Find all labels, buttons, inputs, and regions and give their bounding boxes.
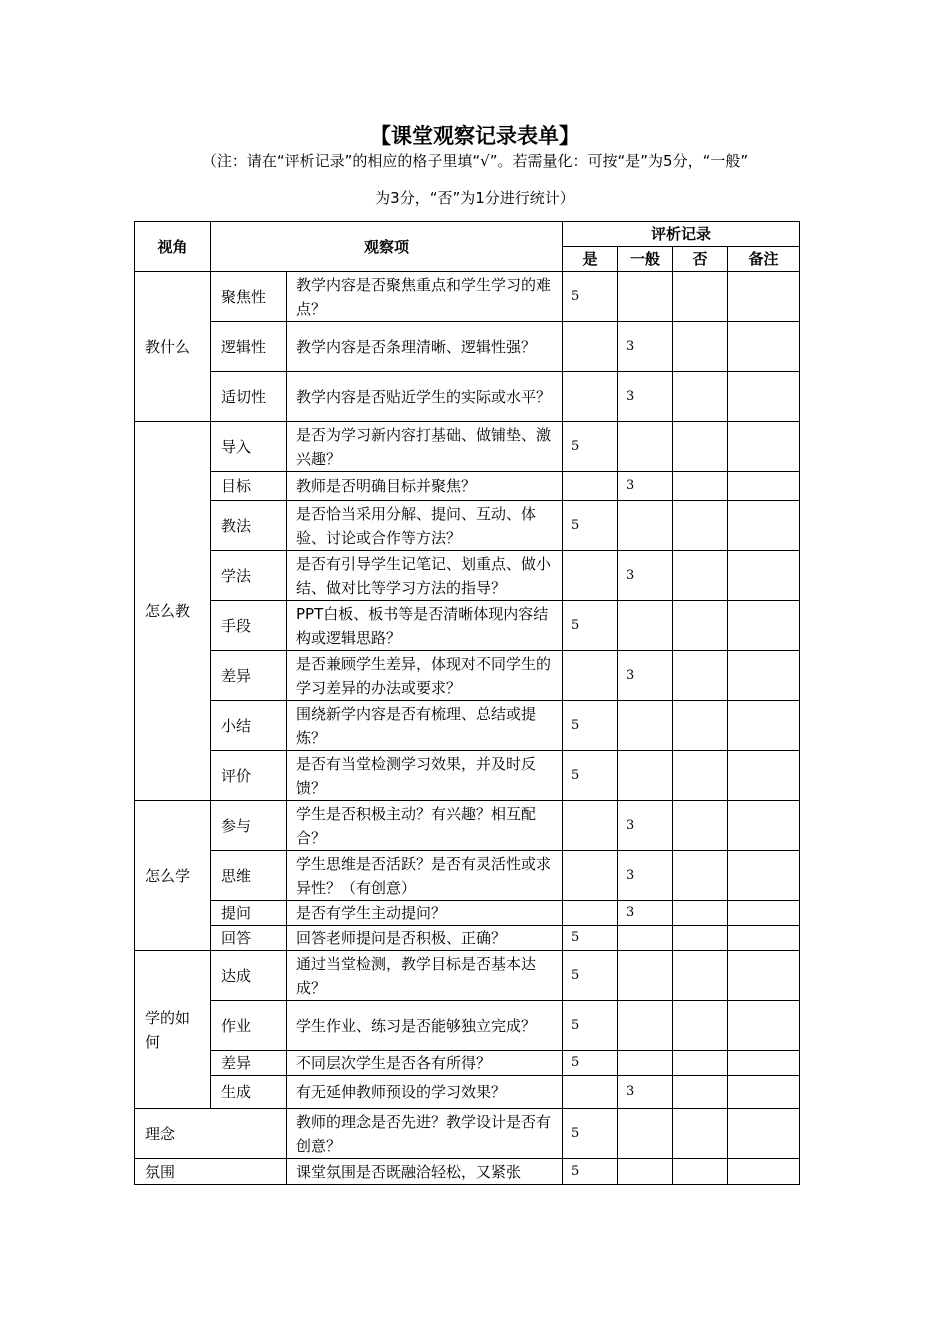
score-normal-cell bbox=[618, 926, 673, 951]
score-normal-cell bbox=[618, 272, 673, 322]
observation-item-cell: 是否有引导学生记笔记、划重点、做小结、做对比等学习方法的指导？ bbox=[287, 551, 563, 601]
score-yes-cell bbox=[563, 372, 618, 422]
score-yes-cell: 5 bbox=[563, 601, 618, 651]
score-normal-cell bbox=[618, 1159, 673, 1185]
score-yes-cell bbox=[563, 801, 618, 851]
observation-item-cell: 教师的理念是否先进？教学设计是否有创意？ bbox=[287, 1109, 563, 1159]
view-group-cell: 怎么教 bbox=[135, 422, 211, 801]
table-row bbox=[135, 651, 800, 701]
table-row bbox=[135, 1076, 800, 1109]
score-normal-cell bbox=[618, 601, 673, 651]
score-yes-cell bbox=[563, 851, 618, 901]
remark-cell bbox=[728, 951, 800, 1001]
table-row bbox=[135, 551, 800, 601]
observation-item-cell: 学生作业、练习是否能够独立完成？ bbox=[287, 1001, 563, 1051]
score-no-cell bbox=[673, 701, 728, 751]
score-no-cell bbox=[673, 472, 728, 501]
sub-aspect-cell: 差异 bbox=[211, 651, 287, 701]
sub-aspect-cell: 达成 bbox=[211, 951, 287, 1001]
sub-aspect-cell: 参与 bbox=[211, 801, 287, 851]
sub-aspect-cell: 思维 bbox=[211, 851, 287, 901]
table-row bbox=[135, 901, 800, 926]
observation-item-cell: 教学内容是否条理清晰、逻辑性强？ bbox=[287, 322, 563, 372]
header-normal: 一般 bbox=[618, 247, 673, 272]
observation-item-cell: 教师是否明确目标并聚焦？ bbox=[287, 472, 563, 501]
remark-cell bbox=[728, 801, 800, 851]
score-no-cell bbox=[673, 901, 728, 926]
sub-aspect-cell: 聚焦性 bbox=[211, 272, 287, 322]
remark-cell bbox=[728, 901, 800, 926]
table-row bbox=[135, 701, 800, 751]
remark-cell bbox=[728, 651, 800, 701]
observation-item-cell: 课堂氛围是否既融洽轻松，又紧张 bbox=[287, 1159, 563, 1185]
score-normal-cell: 3 bbox=[618, 372, 673, 422]
score-normal-cell: 3 bbox=[618, 651, 673, 701]
remark-cell bbox=[728, 272, 800, 322]
score-yes-cell: 5 bbox=[563, 501, 618, 551]
header-observation-item: 观察项 bbox=[211, 222, 563, 272]
sub-aspect-cell: 手段 bbox=[211, 601, 287, 651]
score-yes-cell: 5 bbox=[563, 1001, 618, 1051]
observation-item-cell: 通过当堂检测，教学目标是否基本达成？ bbox=[287, 951, 563, 1001]
remark-cell bbox=[728, 851, 800, 901]
score-no-cell bbox=[673, 551, 728, 601]
remark-cell bbox=[728, 926, 800, 951]
score-no-cell bbox=[673, 801, 728, 851]
score-yes-cell bbox=[563, 322, 618, 372]
score-yes-cell: 5 bbox=[563, 926, 618, 951]
page-title: 【课堂观察记录表单】 bbox=[370, 124, 580, 148]
observation-item-cell: 是否兼顾学生差异，体现对不同学生的学习差异的办法或要求？ bbox=[287, 651, 563, 701]
table-row bbox=[135, 951, 800, 1001]
remark-cell bbox=[728, 1109, 800, 1159]
remark-cell bbox=[728, 1076, 800, 1109]
table-row bbox=[135, 272, 800, 322]
table-row bbox=[135, 1159, 800, 1185]
score-normal-cell bbox=[618, 501, 673, 551]
score-yes-cell: 5 bbox=[563, 751, 618, 801]
remark-cell bbox=[728, 372, 800, 422]
score-normal-cell: 3 bbox=[618, 472, 673, 501]
header-evaluation-record: 评析记录 bbox=[563, 222, 800, 247]
score-normal-cell bbox=[618, 1001, 673, 1051]
score-yes-cell: 5 bbox=[563, 1109, 618, 1159]
observation-item-cell: 是否有学生主动提问？ bbox=[287, 901, 563, 926]
sub-aspect-cell: 生成 bbox=[211, 1076, 287, 1109]
table-row bbox=[135, 1001, 800, 1051]
score-normal-cell: 3 bbox=[618, 551, 673, 601]
observation-item-cell: PPT白板、板书等是否清晰体现内容结构或逻辑思路？ bbox=[287, 601, 563, 651]
score-normal-cell: 3 bbox=[618, 1076, 673, 1109]
score-normal-cell bbox=[618, 1109, 673, 1159]
score-yes-cell bbox=[563, 1076, 618, 1109]
score-no-cell bbox=[673, 1159, 728, 1185]
table-row bbox=[135, 422, 800, 472]
table-row bbox=[135, 926, 800, 951]
observation-item-cell: 教学内容是否贴近学生的实际或水平？ bbox=[287, 372, 563, 422]
table-row bbox=[135, 1051, 800, 1076]
remark-cell bbox=[728, 1001, 800, 1051]
table-row bbox=[135, 801, 800, 851]
remark-cell bbox=[728, 472, 800, 501]
table-row bbox=[135, 1109, 800, 1159]
observation-table bbox=[134, 221, 800, 1185]
table-row bbox=[135, 751, 800, 801]
remark-cell bbox=[728, 551, 800, 601]
score-normal-cell: 3 bbox=[618, 901, 673, 926]
header-view: 视角 bbox=[135, 222, 211, 272]
instruction-note-line-2: 为3分，“否”为1分进行统计） bbox=[375, 189, 575, 207]
score-no-cell bbox=[673, 272, 728, 322]
score-normal-cell bbox=[618, 701, 673, 751]
observation-item-cell: 是否为学习新内容打基础、做铺垫、激兴趣？ bbox=[287, 422, 563, 472]
remark-cell bbox=[728, 601, 800, 651]
score-no-cell bbox=[673, 601, 728, 651]
remark-cell bbox=[728, 501, 800, 551]
observation-item-cell: 有无延伸教师预设的学习效果？ bbox=[287, 1076, 563, 1109]
table-row bbox=[135, 322, 800, 372]
sub-aspect-cell: 小结 bbox=[211, 701, 287, 751]
observation-item-cell: 回答老师提问是否积极、正确？ bbox=[287, 926, 563, 951]
score-no-cell bbox=[673, 951, 728, 1001]
score-no-cell bbox=[673, 1109, 728, 1159]
score-yes-cell bbox=[563, 472, 618, 501]
observation-item-cell: 学生思维是否活跃？是否有灵活性或求异性？（有创意） bbox=[287, 851, 563, 901]
score-yes-cell: 5 bbox=[563, 422, 618, 472]
score-normal-cell bbox=[618, 751, 673, 801]
view-group-cell: 学的如何 bbox=[135, 951, 211, 1109]
score-normal-cell bbox=[618, 422, 673, 472]
score-yes-cell bbox=[563, 901, 618, 926]
score-normal-cell bbox=[618, 1051, 673, 1076]
score-no-cell bbox=[673, 1076, 728, 1109]
sub-aspect-cell: 适切性 bbox=[211, 372, 287, 422]
observation-item-cell: 教学内容是否聚焦重点和学生学习的难点？ bbox=[287, 272, 563, 322]
view-group-cell: 怎么学 bbox=[135, 801, 211, 951]
score-normal-cell bbox=[618, 951, 673, 1001]
sub-aspect-cell: 学法 bbox=[211, 551, 287, 601]
table-row bbox=[135, 372, 800, 422]
score-normal-cell: 3 bbox=[618, 801, 673, 851]
header-remark: 备注 bbox=[728, 247, 800, 272]
remark-cell bbox=[728, 1051, 800, 1076]
score-yes-cell: 5 bbox=[563, 701, 618, 751]
score-no-cell bbox=[673, 926, 728, 951]
observation-item-cell: 学生是否积极主动？有兴趣？相互配合？ bbox=[287, 801, 563, 851]
score-yes-cell: 5 bbox=[563, 1051, 618, 1076]
header-no: 否 bbox=[673, 247, 728, 272]
sub-aspect-cell: 作业 bbox=[211, 1001, 287, 1051]
sub-aspect-cell: 导入 bbox=[211, 422, 287, 472]
observation-item-cell: 不同层次学生是否各有所得？ bbox=[287, 1051, 563, 1076]
table-row bbox=[135, 501, 800, 551]
remark-cell bbox=[728, 751, 800, 801]
remark-cell bbox=[728, 701, 800, 751]
score-no-cell bbox=[673, 1051, 728, 1076]
score-yes-cell bbox=[563, 551, 618, 601]
score-normal-cell: 3 bbox=[618, 322, 673, 372]
view-group-cell: 教什么 bbox=[135, 272, 211, 422]
score-no-cell bbox=[673, 651, 728, 701]
remark-cell bbox=[728, 422, 800, 472]
score-no-cell bbox=[673, 372, 728, 422]
score-no-cell bbox=[673, 751, 728, 801]
sub-aspect-cell: 差异 bbox=[211, 1051, 287, 1076]
table-body bbox=[135, 272, 800, 1185]
observation-item-cell: 围绕新学内容是否有梳理、总结或提炼？ bbox=[287, 701, 563, 751]
score-no-cell bbox=[673, 322, 728, 372]
sub-aspect-cell: 提问 bbox=[211, 901, 287, 926]
table-row bbox=[135, 851, 800, 901]
table-row bbox=[135, 601, 800, 651]
score-no-cell bbox=[673, 422, 728, 472]
sub-aspect-cell: 回答 bbox=[211, 926, 287, 951]
score-yes-cell bbox=[563, 651, 618, 701]
score-no-cell bbox=[673, 851, 728, 901]
view-group-cell: 氛围 bbox=[135, 1159, 287, 1185]
sub-aspect-cell: 教法 bbox=[211, 501, 287, 551]
remark-cell bbox=[728, 322, 800, 372]
score-no-cell bbox=[673, 1001, 728, 1051]
observation-item-cell: 是否有当堂检测学习效果，并及时反馈？ bbox=[287, 751, 563, 801]
score-yes-cell: 5 bbox=[563, 951, 618, 1001]
sub-aspect-cell: 评价 bbox=[211, 751, 287, 801]
view-group-cell: 理念 bbox=[135, 1109, 287, 1159]
header-yes: 是 bbox=[563, 247, 618, 272]
instruction-note-line-1: （注：请在“评析记录”的相应的格子里填“√”。若需量化：可按“是”为5分，“一般” bbox=[201, 152, 749, 170]
table-row bbox=[135, 472, 800, 501]
remark-cell bbox=[728, 1159, 800, 1185]
score-no-cell bbox=[673, 501, 728, 551]
sub-aspect-cell: 逻辑性 bbox=[211, 322, 287, 372]
score-normal-cell: 3 bbox=[618, 851, 673, 901]
score-yes-cell: 5 bbox=[563, 1159, 618, 1185]
sub-aspect-cell: 目标 bbox=[211, 472, 287, 501]
score-yes-cell: 5 bbox=[563, 272, 618, 322]
observation-item-cell: 是否恰当采用分解、提问、互动、体验、讨论或合作等方法？ bbox=[287, 501, 563, 551]
